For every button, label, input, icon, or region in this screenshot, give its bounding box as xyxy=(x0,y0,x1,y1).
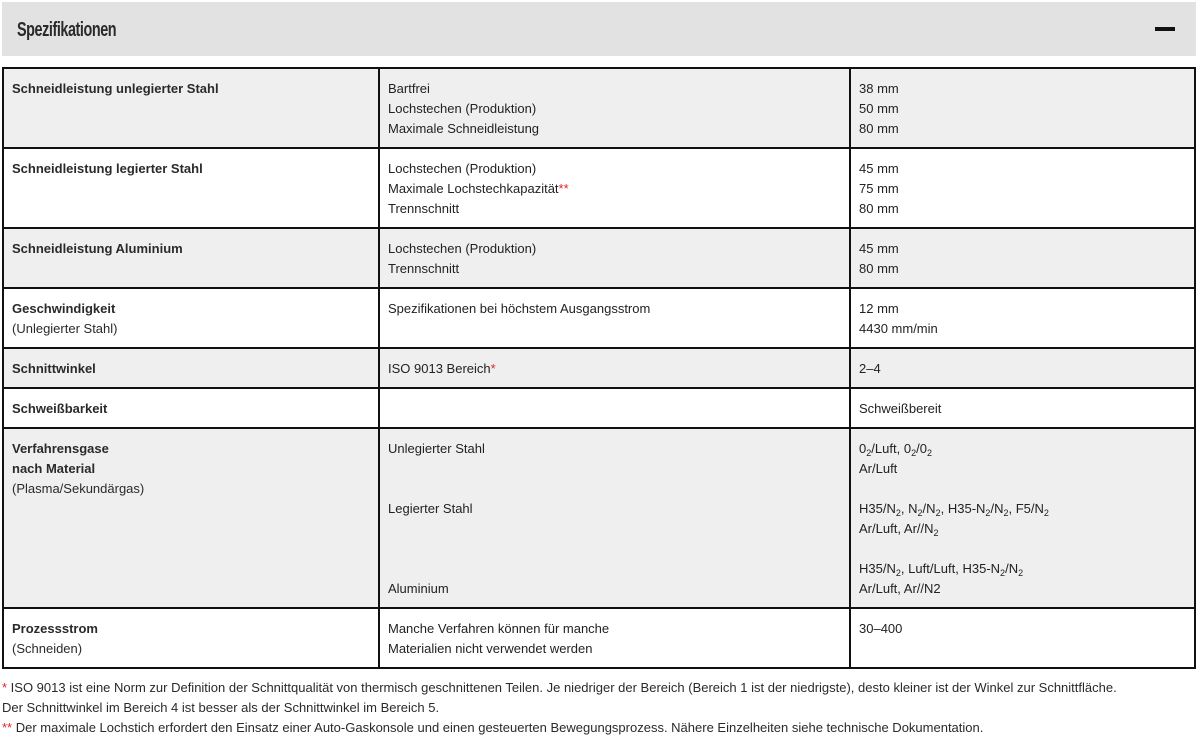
row-label: Schneidleistung Aluminium xyxy=(12,241,183,256)
detail-line: Lochstechen (Produktion) xyxy=(388,241,537,256)
row-value-cell xyxy=(850,68,1195,148)
detail-line: Maximale Schneidleistung xyxy=(388,121,540,136)
row-label: Schneidleistung unlegierter Stahl xyxy=(12,81,219,96)
gas-line: $0_2$/Luft, $0_2/0_2$ xyxy=(859,441,932,458)
footnote-2 xyxy=(2,718,1198,738)
row-value-cell xyxy=(850,228,1195,288)
value-line: 12 mm xyxy=(859,301,899,316)
row-label: Schweißbarkeit xyxy=(12,401,108,416)
detail-text: Maximale Lochstechkapazität xyxy=(388,181,559,196)
detail-line: Lochstechen (Produktion) xyxy=(388,161,537,176)
table-row xyxy=(3,428,1195,608)
detail-line: Materialien nicht verwendet werden xyxy=(388,641,593,656)
footnote-marker: * xyxy=(2,680,8,695)
value-line: 4430 mm/min xyxy=(859,321,938,336)
table-row xyxy=(3,288,1195,348)
row-detail-cell xyxy=(379,428,850,608)
row-value-cell xyxy=(850,388,1195,428)
detail-line: Trennschnitt xyxy=(388,201,460,216)
minus-icon xyxy=(1155,27,1175,31)
row-label-cell xyxy=(3,388,379,428)
table-row xyxy=(3,228,1195,288)
detail-line xyxy=(388,179,841,199)
specifications-table xyxy=(2,67,1196,669)
row-label-cell xyxy=(3,148,379,228)
row-label: Verfahrensgase xyxy=(12,441,109,456)
footnote-text: Der maximale Lochstich erfordert den Einsatz einer Auto-Gaskonsole und einen gesteuerten Bewegungsprozess. Nähere Einzelheiten siehe technische Dokumentation. xyxy=(12,720,984,735)
footnote-text: ISO 9013 ist eine Norm zur Definition der Schnittqualität von thermisch geschnittenen Teilen. Je niedriger der Bereich (Bereich 1 ist der niedrigste), desto kleiner ist der Winkel zur Schnittfläche. xyxy=(7,680,1117,695)
footnote-marker: * xyxy=(490,361,496,376)
gas-line: Ar/Luft, $Ar//N_2$ xyxy=(859,521,939,538)
row-label-cell xyxy=(3,608,379,668)
row-detail-cell xyxy=(379,68,850,148)
detail-line: Bartfrei xyxy=(388,81,430,96)
table-row xyxy=(3,608,1195,668)
row-label: Schneidleistung legierter Stahl xyxy=(12,161,203,176)
value-line: 2–4 xyxy=(859,361,881,376)
value-line: 80 mm xyxy=(859,261,899,276)
detail-line: Manche Verfahren können für manche xyxy=(388,621,610,636)
row-value-cell xyxy=(850,608,1195,668)
specifications-header[interactable] xyxy=(2,2,1196,56)
footnote-marker: ** xyxy=(2,720,13,735)
row-detail-cell xyxy=(379,348,850,388)
detail-line: Trennschnitt xyxy=(388,261,460,276)
section-title: Spezifikationen xyxy=(17,19,117,41)
value-line: 80 mm xyxy=(859,201,899,216)
row-label-cell xyxy=(3,68,379,148)
material-label: Aluminium xyxy=(388,581,449,596)
row-label-cell xyxy=(3,228,379,288)
row-label-cell xyxy=(3,428,379,608)
row-detail-cell xyxy=(379,288,850,348)
row-value-cell xyxy=(850,348,1195,388)
table-row xyxy=(3,388,1195,428)
row-label: Prozessstrom xyxy=(12,621,98,636)
row-value-cell xyxy=(850,288,1195,348)
gas-line: $H35/N_2$, $N_2/N_2$, $H35-N_2/N_2$, $F5/N_2$ xyxy=(859,501,1049,518)
gas-line: $H35/N_2$, Luft/Luft, $H35-N_2/N_2$ xyxy=(859,561,1024,578)
material-label: Unlegierter Stahl xyxy=(388,441,485,456)
value-line: 30–400 xyxy=(859,621,903,636)
row-label-cell xyxy=(3,348,379,388)
detail-line xyxy=(388,359,841,379)
row-sublabel: (Unlegierter Stahl) xyxy=(12,321,118,336)
footnote-1 xyxy=(2,678,1198,698)
gas-line: Ar/Luft xyxy=(859,461,898,476)
row-label-cell xyxy=(3,288,379,348)
row-detail-cell xyxy=(379,148,850,228)
row-detail-cell xyxy=(379,608,850,668)
gas-line: Ar/Luft, Ar//N2 xyxy=(859,581,941,596)
row-label: Schnittwinkel xyxy=(12,361,96,376)
detail-line: Lochstechen (Produktion) xyxy=(388,101,537,116)
detail-text: ISO 9013 Bereich xyxy=(388,361,491,376)
row-label: Geschwindigkeit xyxy=(12,301,116,316)
footnote-1-continuation: Der Schnittwinkel im Bereich 4 ist besser als der Schnittwinkel im Bereich 5. xyxy=(2,700,440,715)
footnote-marker: ** xyxy=(558,181,569,196)
row-detail-cell xyxy=(379,388,850,428)
row-value-cell xyxy=(850,428,1195,608)
table-row xyxy=(3,68,1195,148)
footnotes xyxy=(2,678,1198,738)
value-line: Schweißbereit xyxy=(859,401,942,416)
table-row xyxy=(3,348,1195,388)
row-value-cell xyxy=(850,148,1195,228)
table-row xyxy=(3,148,1195,228)
value-line: 45 mm xyxy=(859,161,899,176)
value-line: 38 mm xyxy=(859,81,899,96)
value-line: 80 mm xyxy=(859,121,899,136)
value-line: 75 mm xyxy=(859,181,899,196)
value-line: 45 mm xyxy=(859,241,899,256)
row-sublabel: (Schneiden) xyxy=(12,641,83,656)
row-sublabel: (Plasma/Sekundärgas) xyxy=(12,481,145,496)
value-line: 50 mm xyxy=(859,101,899,116)
row-label: nach Material xyxy=(12,461,96,476)
collapse-button[interactable] xyxy=(1154,20,1176,38)
row-detail-cell xyxy=(379,228,850,288)
material-label: Legierter Stahl xyxy=(388,501,473,516)
detail-line: Spezifikationen bei höchstem Ausgangsstrom xyxy=(388,301,651,316)
